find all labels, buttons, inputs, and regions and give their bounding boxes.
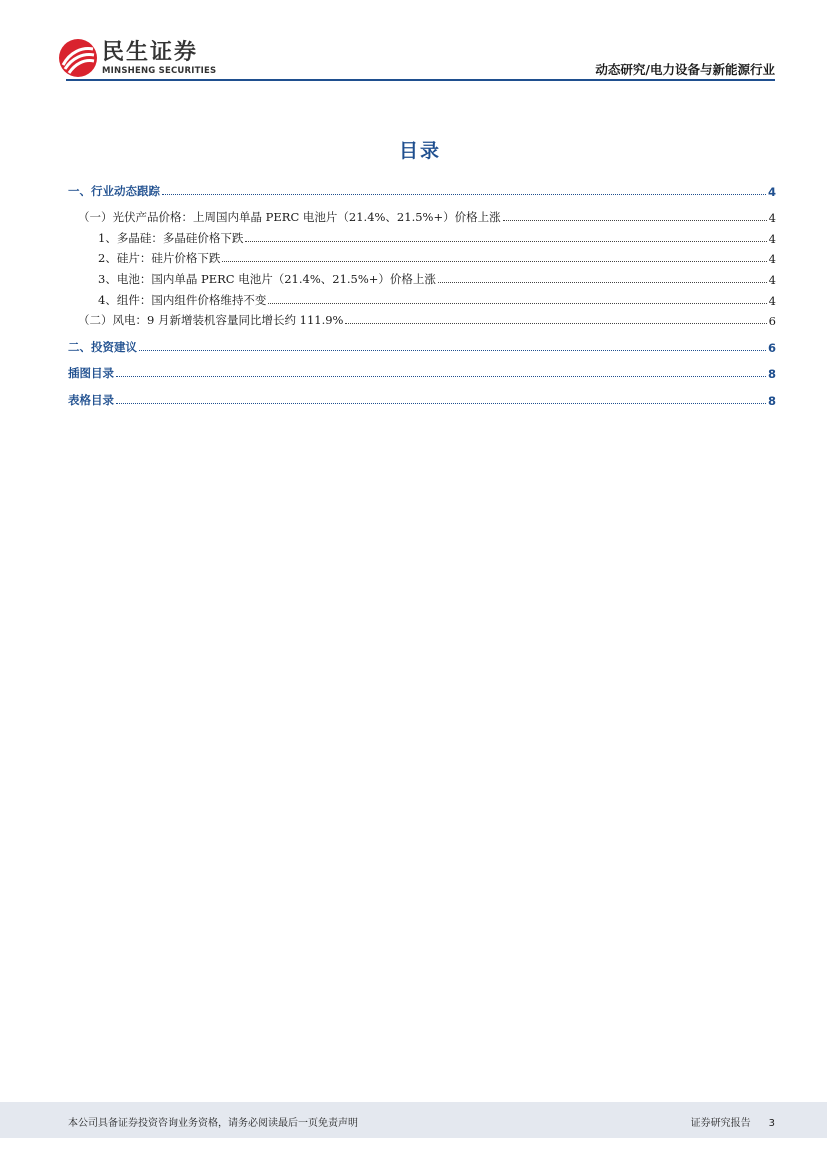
table-of-contents: [68, 178, 776, 408]
toc-entry-label: 3、电池：国内单晶 PERC 电池片（21.4%、21.5%+）价格上涨: [98, 271, 436, 286]
toc-entry-module[interactable]: [68, 287, 776, 308]
toc-entry-wafer[interactable]: [68, 246, 776, 267]
footer-disclaimer: 本公司具备证券投资咨询业务资格，请务必阅读最后一页免责声明: [68, 1118, 358, 1129]
toc-leader-dots: [116, 375, 766, 377]
toc-entry-page: 6: [768, 314, 776, 329]
toc-entry-label: 插图目录: [68, 366, 114, 381]
toc-entry-label: （二）风电：9 月新增装机容量同比增长约 111.9%: [78, 313, 344, 328]
page-footer: [0, 1102, 827, 1138]
toc-entry-wind-power[interactable]: [68, 308, 776, 329]
toc-entry-label: （一）光伏产品价格：上周国内单晶 PERC 电池片（21.4%、21.5%+）价格上涨: [78, 210, 501, 225]
toc-leader-dots: [139, 349, 766, 351]
minsheng-logo-icon: [58, 38, 98, 78]
toc-entry-page: 4: [767, 184, 776, 199]
toc-entry-page: 6: [767, 340, 776, 355]
toc-entry-page: 4: [768, 293, 776, 308]
toc-entry-figure-list[interactable]: [68, 361, 776, 382]
company-logo: [58, 38, 218, 80]
toc-leader-dots: [268, 302, 766, 304]
logo-chinese-name: 民生证券: [102, 40, 199, 65]
toc-entry-label: 2、硅片：硅片价格下跌: [98, 251, 221, 266]
toc-entry-page: 4: [768, 231, 776, 246]
toc-entry-table-list[interactable]: [68, 387, 776, 408]
toc-entry-label: 4、组件：国内组件价格维持不变: [98, 292, 267, 307]
logo-english-name: MINSHENG SECURITIES: [102, 66, 217, 76]
toc-entry-page: 4: [768, 211, 776, 226]
toc-entry-page: 8: [767, 393, 776, 408]
toc-entry-page: 8: [767, 367, 776, 382]
footer-right: [691, 1114, 775, 1129]
footer-report-label: 证券研究报告: [690, 1118, 751, 1129]
toc-entry-investment-advice[interactable]: [68, 334, 776, 355]
toc-leader-dots: [345, 322, 766, 324]
toc-entry-label: 表格目录: [68, 392, 114, 407]
toc-leader-dots: [116, 402, 766, 404]
toc-entry-polysilicon[interactable]: [68, 225, 776, 246]
toc-entry-page: 4: [768, 272, 776, 287]
toc-title: 目录: [398, 140, 441, 162]
toc-entry-pv-prices[interactable]: [68, 205, 776, 226]
toc-entry-cell[interactable]: [68, 266, 776, 287]
toc-leader-dots: [245, 240, 766, 242]
toc-entry-label: 1、多晶硅：多晶硅价格下跌: [98, 230, 244, 245]
header-divider: [66, 79, 775, 81]
toc-leader-dots: [503, 219, 767, 221]
toc-entry-label: 二、投资建议: [68, 339, 137, 354]
page-number: 3: [768, 1118, 775, 1129]
toc-entry-industry-tracking[interactable]: [68, 178, 776, 199]
toc-entry-label: 一、行业动态跟踪: [68, 183, 160, 198]
toc-leader-dots: [222, 260, 766, 262]
page-header: [0, 0, 827, 90]
report-category: 动态研究/电力设备与新能源行业: [595, 62, 775, 77]
toc-leader-dots: [438, 281, 767, 283]
toc-leader-dots: [162, 193, 766, 195]
toc-entry-page: 4: [768, 252, 776, 267]
